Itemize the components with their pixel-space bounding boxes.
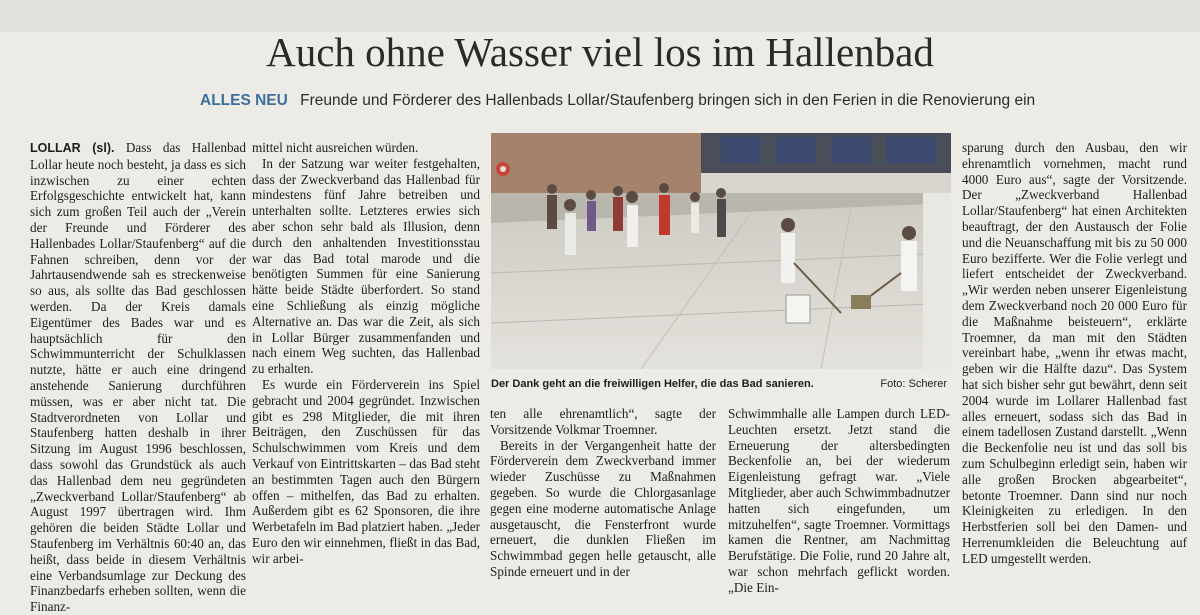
photo-caption: Der Dank geht an die freiwilligen Helfer, die das Bad sanieren. <box>491 378 814 390</box>
paragraph <box>30 140 246 615</box>
paragraph: In der Satzung war weiter festgehalten, dass der Zweckverband das Hallenbad für mindestens fünf Jahre betreiben und unterhalten sollte. Letzteres erwies sich aber schon sehr bald als Illusion, denn durch den anhaltenden Investitionsstau war das Bad total marode und die benötigten Summen für eine Sanierung hätte beide Städte überfordert. So stand eine Schließung als einzig mögliche Alternative an. Das war die Zeit, als sich in Lollar Bürger zusammenfanden und nach einem Weg suchten, das Hallenbad zu erhalten. <box>252 155 480 377</box>
headline: Auch ohne Wasser viel los im Hallenbad <box>266 29 934 75</box>
article-photo <box>491 133 951 369</box>
kicker: ALLES NEU <box>200 92 288 109</box>
paragraph: Bereits in der Vergangenheit hatte der Förderverein dem Zweckverband immer wieder Zuschüsse zu Maßnahmen gegeben. So wurde die Chlorgasanlage gegen eine moderne automatische Anlage ausgetauscht, die Fensterfront wurde erneuert, die dunklen Fließen im Schwimmbad gegen helle getauscht, alle Spinde erneuert und in der <box>490 437 716 579</box>
dateline: LOLLAR (sl). <box>30 141 115 155</box>
photo-credit: Foto: Scherer <box>880 378 947 390</box>
paragraph: sparung durch den Ausbau, den wir ehrenamtlich vornehmen, macht rund 4000 Euro aus“, sagte der Vorsitzende. Der „Zweckverband Hallenbad Lollar/Staufenberg“ hat einen Architekten beauftragt, der den Austausch der Folie und die Neuanschaffung mit bis zu 50 000 Euro bezifferte. Wer die Folie verlegt und liefert entscheidet der Zweckverband. „Wir werden neben unserer Eigenleistung dem Zweckverband noch 20 000 Euro für die Maßnahme beisteuern“, erklärte Troemner, da man mit den Städten vereinbart habe, „wenn ihr etwas macht, geben wir die Hälfte dazu“. Das System hat sich bisher sehr gut bewährt, denn seit 2004 wurde im Lollarer Hallenbad fast alles erneuert, sodass sich das Bad in einem tadellosen Zustand darstellt. „Wenn die Beckenfolie neu ist und das soll bis zum Schulbeginn erledigt sein, haben wir alle großen Brocken abgearbeitet“, betonte Troemner. Dann sind nur noch Kleinigkeiten zu erledigen. In den Herbstferien soll bei den Damen- und Herrenumkleiden die Beleuchtung auf LED umgestellt werden. <box>962 140 1187 566</box>
paragraph-text: Dass das Hallenbad Lollar heute noch besteht, ja dass es sich inzwischen zu einer echten Erfolgsgeschichte entwickelt hat, kann sich zum großen Teil auch der „Verein der Freunde und Förderer des Hallenbades Lollar/Staufenberg“ auf die Fahnen schreiben, denn vor der Jahrtausendwende sah es streckenweise so aus, als sollte das Bad geschlossen werden. Da der Kreis damals Eigentümer des Bades war und es hauptsächlich für den Schwimmunterricht der Schulklassen nutzte, hätte er auch eine dringend anstehende Sanierung durchführen müssen, was er aber nicht tat. Die Stadtverordneten von Lollar und Staufenberg hatten deshalb in ihrer Sitzung im August 1996 beschlossen, dass sowohl das Grundstück als auch das Hallenbad dem neu gegründeten „Zweckverband Lollar/Staufenberg“ ab August 1997 übertragen wird. Ihm gehören die beiden Städte Lollar und Staufenberg im Verhältnis 60:40 an, das heißt, dass beide in diesem Verhältnis eine Verbandsumlage zur Deckung des Finanzbedarfs erheben sollten, wenn die Finanz- <box>30 140 246 615</box>
pool-photo-graphic <box>491 133 951 369</box>
article-column-1 <box>30 140 246 615</box>
paragraph: mittel nicht ausreichen würden. <box>252 140 419 155</box>
article-column-2 <box>252 140 480 567</box>
article-column-5 <box>962 140 1187 567</box>
article-column-4 <box>728 406 950 596</box>
paragraph: Es wurde ein Förderverein ins Spiel gebracht und 2004 gegründet. Inzwischen gibt es 298 Mitglieder, die mit ihren Beiträgen, den Zuschüssen für das Schulschwimmen vom Kreis und dem Verkauf von Eintrittskarten – das Bad steht an bestimmten Tagen auch den Bürgern offen – mithelfen, das Bad zu erhalten. Außerdem gibt es 62 Sponsoren, die ihre Werbetafeln im Bad platziert haben. „Jeder Euro den wir einnehmen, fließt in das Bad, wir arbei- <box>252 376 480 566</box>
paragraph: Schwimmhalle alle Lampen durch LED-Leuchten ersetzt. Jetzt stand die Erneuerung der altersbedingten Beckenfolie an, bei der wiederum Eigenleistung gefragt war. „Viele Mitglieder, aber auch Schwimmbadnutzer hatten sich eingefunden, um mitzuhelfen“, sagte Troemner. Vormittags kamen die Rentner, am Nachmittag Berufstätige. Die Folie, rund 20 Jahre alt, war schon mehrfach geflickt worden. „Die Ein- <box>728 406 950 595</box>
paragraph: ten alle ehrenamtlich“, sagte der Vorsitzende Volkmar Troemner. <box>490 406 716 437</box>
subline <box>200 91 1036 111</box>
subtitle: Freunde und Förderer des Hallenbads Lollar/Staufenberg bringen sich in den Ferien in die Renovierung ein <box>300 92 1036 109</box>
article-column-3 <box>490 406 716 580</box>
